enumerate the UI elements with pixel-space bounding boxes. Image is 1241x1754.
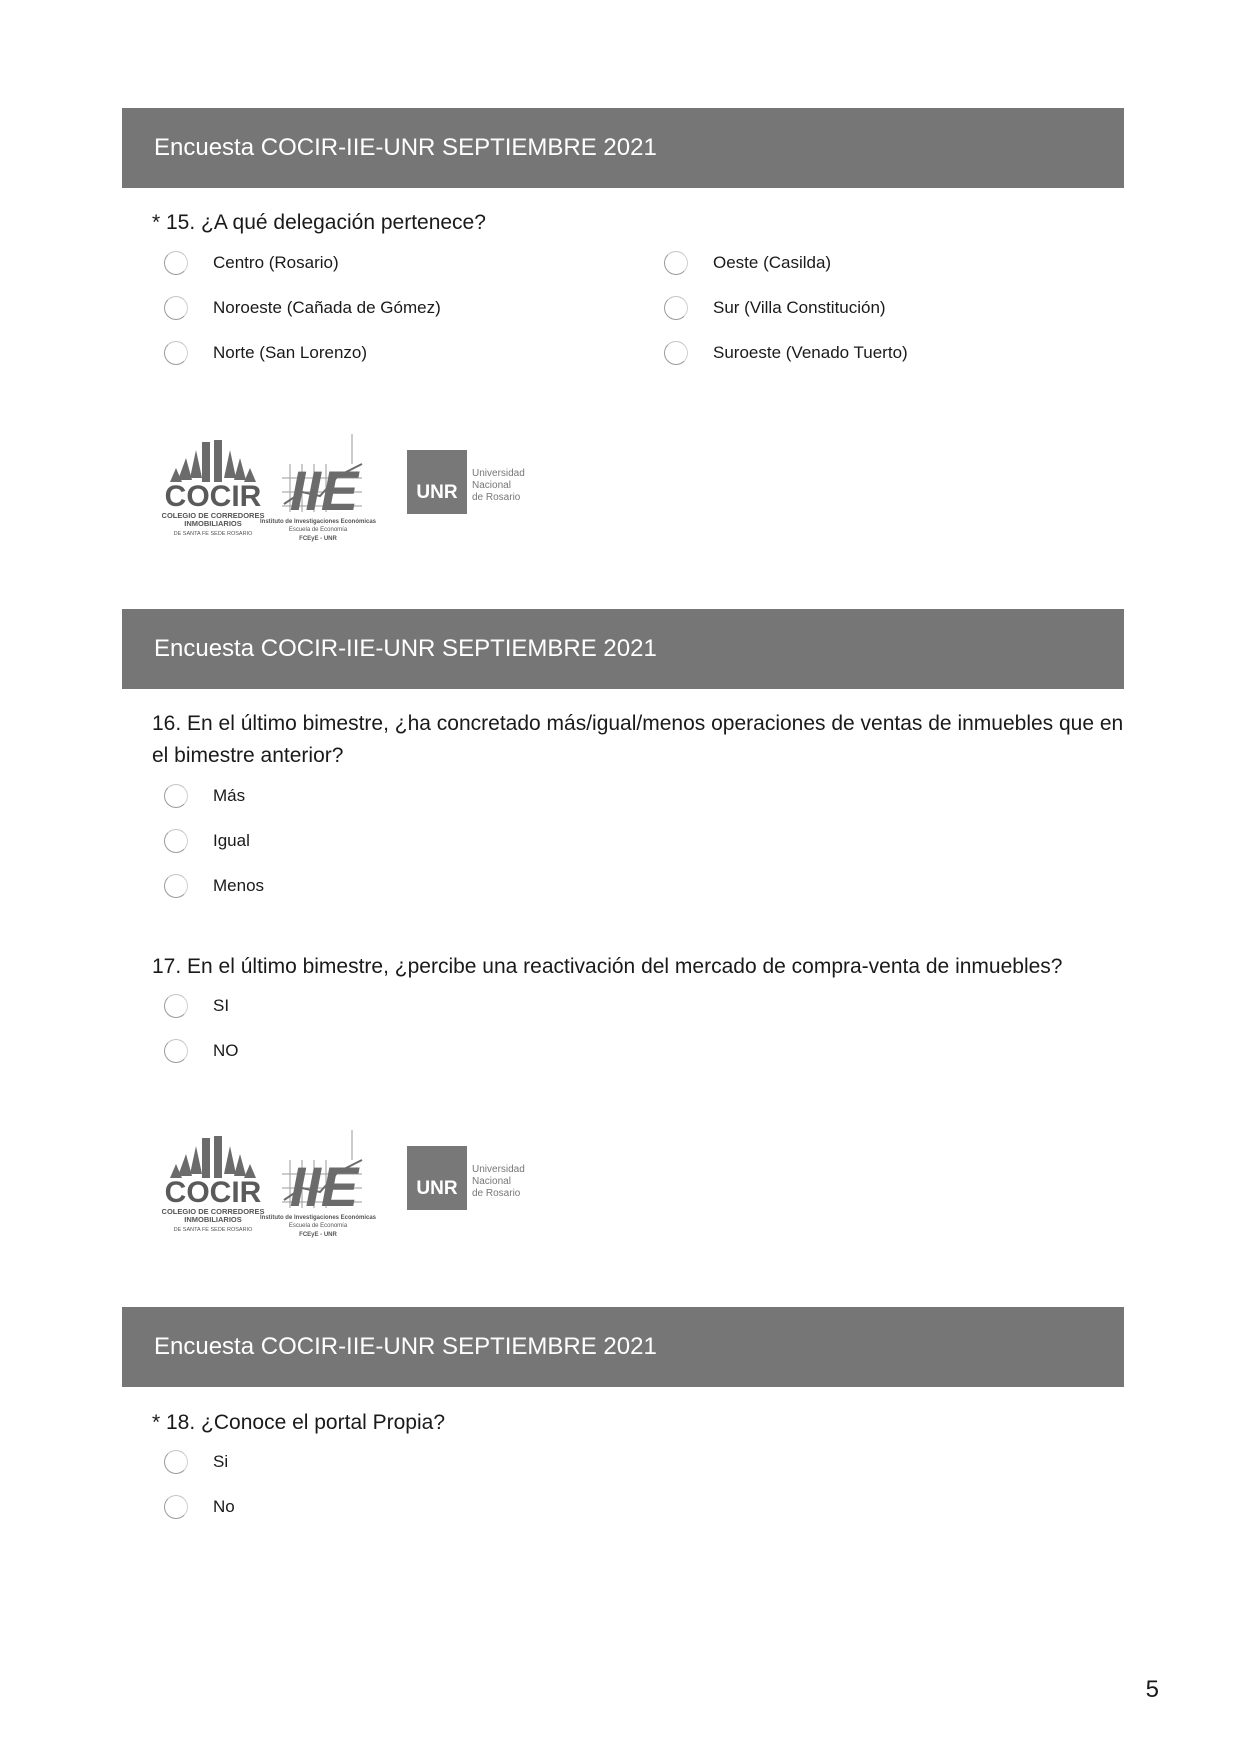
option-no-propia[interactable] — [152, 1492, 235, 1522]
unr-wordmark: UNR — [416, 1178, 458, 1199]
radio-button[interactable] — [164, 874, 188, 898]
option-noroeste[interactable] — [152, 293, 441, 323]
option-label: Más — [213, 786, 246, 805]
svg-text:Escuela de Economía: Escuela de Economía — [288, 527, 348, 533]
option-suroeste[interactable] — [652, 338, 908, 368]
iie-logo — [260, 1130, 377, 1238]
unr-logo — [407, 450, 525, 514]
unr-wordmark: UNR — [416, 482, 458, 503]
cocir-wordmark: COCIR — [164, 1176, 262, 1209]
svg-text:Nacional: Nacional — [472, 1176, 511, 1187]
svg-text:Universidad: Universidad — [472, 468, 525, 479]
svg-text:Escuela de Economía: Escuela de Economía — [288, 1223, 348, 1229]
option-label: Menos — [213, 876, 265, 895]
radio-button[interactable] — [164, 994, 188, 1018]
radio-button[interactable] — [164, 296, 188, 320]
page-number: 5 — [1145, 1676, 1159, 1703]
option-label: No — [213, 1497, 235, 1516]
logos-image — [162, 1130, 542, 1242]
unr-logo — [407, 1146, 525, 1210]
svg-text:de Rosario: de Rosario — [472, 1188, 521, 1199]
question-16-line-1: 16. En el último bimestre, ¿ha concretado más/igual/menos operaciones de ventas de inmuebles que en — [152, 712, 1124, 735]
option-label: Noroeste (Cañada de Gómez) — [213, 298, 441, 317]
svg-text:Instituto de Investigaciones E: Instituto de Investigaciones Económicas — [259, 519, 377, 525]
question-16-line-2: el bimestre anterior? — [152, 744, 344, 767]
radio-button[interactable] — [164, 1495, 188, 1519]
option-oeste[interactable] — [652, 248, 831, 278]
option-mas[interactable] — [152, 781, 245, 811]
sponsor-logos — [162, 434, 542, 546]
survey-header-banner — [122, 108, 1124, 188]
option-label: Igual — [213, 831, 250, 850]
radio-button[interactable] — [164, 1450, 188, 1474]
svg-text:Nacional: Nacional — [472, 480, 511, 491]
sponsor-logos — [162, 1130, 542, 1242]
option-si-propia[interactable] — [152, 1447, 228, 1477]
radio-button[interactable] — [164, 251, 188, 275]
option-label: NO — [213, 1041, 239, 1060]
cocir-logo — [162, 1136, 264, 1233]
radio-button[interactable] — [664, 341, 688, 365]
option-centro-rosario[interactable] — [152, 248, 339, 278]
option-label: Oeste (Casilda) — [713, 253, 832, 272]
question-16-text — [152, 708, 1142, 772]
svg-text:Instituto de Investigaciones E: Instituto de Investigaciones Económicas — [259, 1215, 377, 1221]
cocir-logo — [162, 440, 264, 537]
cocir-wordmark: COCIR — [164, 480, 262, 513]
svg-text:FCEyE - UNR: FCEyE - UNR — [299, 536, 337, 542]
svg-text:Universidad: Universidad — [472, 1164, 525, 1175]
radio-button[interactable] — [164, 341, 188, 365]
question-17-text: 17. En el último bimestre, ¿percibe una reactivación del mercado de compra-venta de inmuebles? — [152, 955, 1063, 978]
svg-text:INMOBILIARIOS: INMOBILIARIOS — [184, 519, 242, 528]
svg-text:COLEGIO DE CORREDORES: COLEGIO DE CORREDORES — [162, 1207, 265, 1216]
radio-button[interactable] — [164, 1039, 188, 1063]
iie-wordmark: IIE — [289, 459, 359, 522]
iie-logo — [260, 434, 377, 542]
survey-title: Encuesta COCIR-IIE-UNR SEPTIEMBRE 2021 — [154, 1333, 657, 1360]
option-label: Suroeste (Venado Tuerto) — [713, 343, 908, 362]
question-15-text: * 15. ¿A qué delegación pertenece? — [152, 211, 486, 234]
option-label: Si — [213, 1452, 229, 1471]
svg-text:COLEGIO DE CORREDORES: COLEGIO DE CORREDORES — [162, 511, 265, 520]
radio-button[interactable] — [664, 296, 688, 320]
logos-image — [162, 434, 542, 546]
svg-text:de Rosario: de Rosario — [472, 492, 521, 503]
option-label: SI — [213, 996, 230, 1015]
survey-title: Encuesta COCIR-IIE-UNR SEPTIEMBRE 2021 — [154, 635, 657, 662]
option-igual[interactable] — [152, 826, 250, 856]
survey-header-banner — [122, 1307, 1124, 1387]
radio-button[interactable] — [664, 251, 688, 275]
radio-button[interactable] — [164, 784, 188, 808]
option-norte[interactable] — [152, 338, 367, 368]
question-18-text: * 18. ¿Conoce el portal Propia? — [152, 1411, 446, 1434]
radio-button[interactable] — [164, 829, 188, 853]
option-no[interactable] — [152, 1036, 239, 1066]
svg-text:INMOBILIARIOS: INMOBILIARIOS — [184, 1215, 242, 1224]
svg-text:DE SANTA FE SEDE ROSARIO: DE SANTA FE SEDE ROSARIO — [173, 531, 253, 537]
svg-text:DE SANTA FE SEDE ROSARIO: DE SANTA FE SEDE ROSARIO — [173, 1227, 253, 1233]
survey-header-banner — [122, 609, 1124, 689]
iie-wordmark: IIE — [289, 1155, 359, 1218]
option-sur[interactable] — [652, 293, 886, 323]
option-label: Sur (Villa Constitución) — [713, 298, 886, 317]
option-menos[interactable] — [152, 871, 264, 901]
survey-title: Encuesta COCIR-IIE-UNR SEPTIEMBRE 2021 — [154, 134, 657, 161]
option-si[interactable] — [152, 991, 229, 1021]
svg-text:FCEyE - UNR: FCEyE - UNR — [299, 1232, 337, 1238]
option-label: Centro (Rosario) — [213, 253, 339, 272]
option-label: Norte (San Lorenzo) — [213, 343, 368, 362]
